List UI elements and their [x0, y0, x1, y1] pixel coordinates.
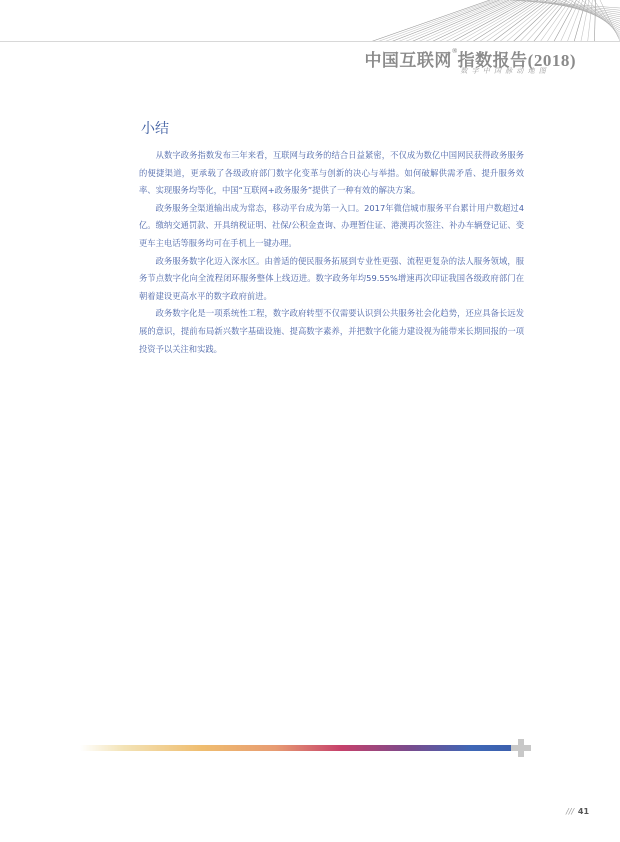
- page-slashes: ///: [566, 807, 575, 816]
- paragraph: 政务数字化是一项系统性工程，数字政府转型不仅需要认识到公共服务社会化趋势，还应具备长远发展的意识，提前布局新兴数字基础设施、提高数字素养，并把数字化能力建设视为能带来长期回报的一项投资予以关注和实践。: [139, 308, 524, 354]
- registered-mark: ®: [451, 47, 458, 55]
- page-number: [566, 807, 589, 816]
- paragraph: 从数字政务指数发布三年来看，互联网与政务的结合日益紧密，不仅成为数亿中国网民获得政务服务的便捷渠道，更承载了各级政府部门数字化变革与创新的决心与举措。如何破解供需矛盾、提升服务效率、实现服务均等化，中国“互联网+政务服务”提供了一种有效的解决方案。: [139, 150, 524, 196]
- paragraph: 政务服务数字化迈入深水区。由普适的便民服务拓展到专业性更强、流程更复杂的法人服务领域，服务节点数字化向全流程闭环服务整体上线迈进。数字政务年均59.55%增速再次印证我国各级政府部门在朝着建设更高水平的数字政府前进。: [139, 255, 524, 301]
- report-title-year: (2018): [527, 51, 576, 70]
- page-number-value: 41: [577, 807, 590, 816]
- report-title-rest: 指数报告: [457, 51, 528, 70]
- header-divider: [0, 41, 620, 42]
- report-title-main: 中国互联网: [364, 51, 452, 70]
- report-subtitle: 数字中国脉动地图: [460, 67, 550, 75]
- plus-icon-vertical: [518, 739, 524, 757]
- footer-gradient-bar: [80, 745, 515, 751]
- section-title: 小结: [141, 121, 169, 137]
- header-decorative-lines: [360, 0, 620, 42]
- section-body: [139, 147, 524, 358]
- paragraph: 政务服务全渠道输出成为常态，移动平台成为第一入口。2017年微信城市服务平台累计用户数超过4亿。缴纳交通罚款、开具纳税证明、社保/公积金查询、办理暂住证、港澳再次签注、补办车辆登记证、变更车主电话等服务均可在手机上一键办理。: [139, 202, 524, 248]
